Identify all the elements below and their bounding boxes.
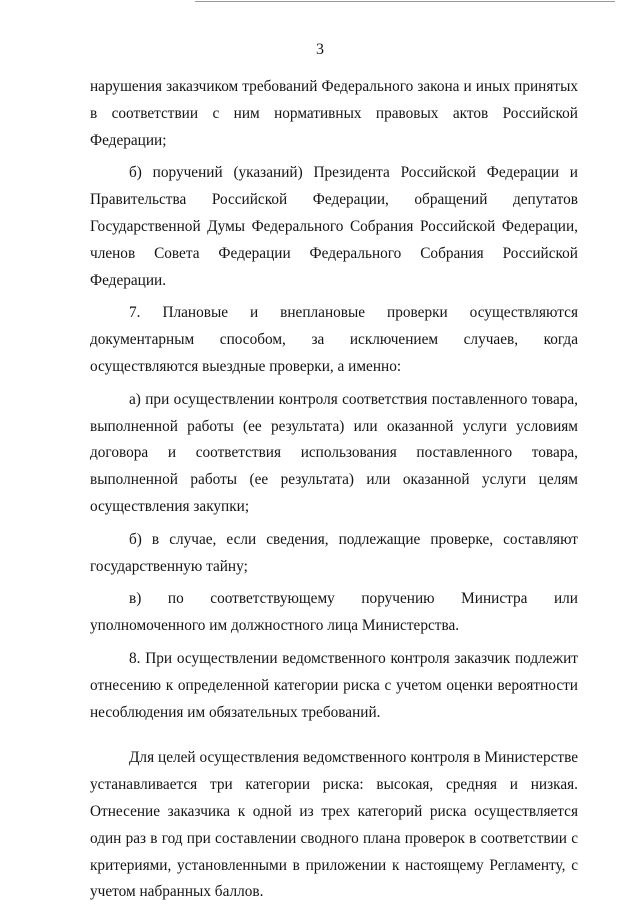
paragraph-item-b-secret: б) в случае, если сведения, подлежащие проверке, составляют государственную тайну; (90, 530, 578, 575)
top-scan-rule (195, 1, 615, 2)
paragraph-7-inspections: 7. Плановые и внеплановые проверки осуществляются документарным способом, за исключением случаев, когда осуществляются выездные проверки, а именно: (90, 304, 578, 375)
paragraph-continuation: нарушения заказчиком требований Федерального закона и иных принятых в соответствии с ним нормативных правовых актов Российской Федерации; (90, 78, 578, 149)
paragraph-8-risk: 8. При осуществлении ведомственного контроля заказчик подлежит отнесению к определенной категории риска с учетом оценки вероятности несоблюдения им обязательных требований. (90, 649, 578, 721)
page-number: 3 (316, 41, 324, 58)
paragraph-risk-categories: Для целей осуществления ведомственного контроля в Министерстве устанавливается три категории риска: высокая, средняя и низкая. Отнесение заказчика к одной из трех категорий риска осуществляется один раз в год при составлении сводного плана проверок в соответствии с критериями, установленными в приложении к настоящему Регламенту, с учетом набранных баллов. (90, 749, 578, 901)
paragraph-item-v-minister: в) по соответствующему поручению Министра или уполномоченного им должностного лица Министерства. (90, 590, 578, 635)
paragraph-item-b-instructions: б) поручений (указаний) Президента Российской Федерации и Правительства Российской Федерации, обращений депутатов Государственной Думы Федерального Собрания Российской Федерации, членов Совета Федерации Федерального Собрания Российской Федерации. (90, 164, 578, 289)
paragraph-item-a-control: а) при осуществлении контроля соответствия поставленного товара, выполненной работы (ее результата) или оказанной услуги условиям договора и соответствия использования поставленного товара, выполненной работы (ее результата) или оказанной услуги целям осуществления закупки; (90, 390, 578, 515)
document-body (90, 74, 578, 906)
